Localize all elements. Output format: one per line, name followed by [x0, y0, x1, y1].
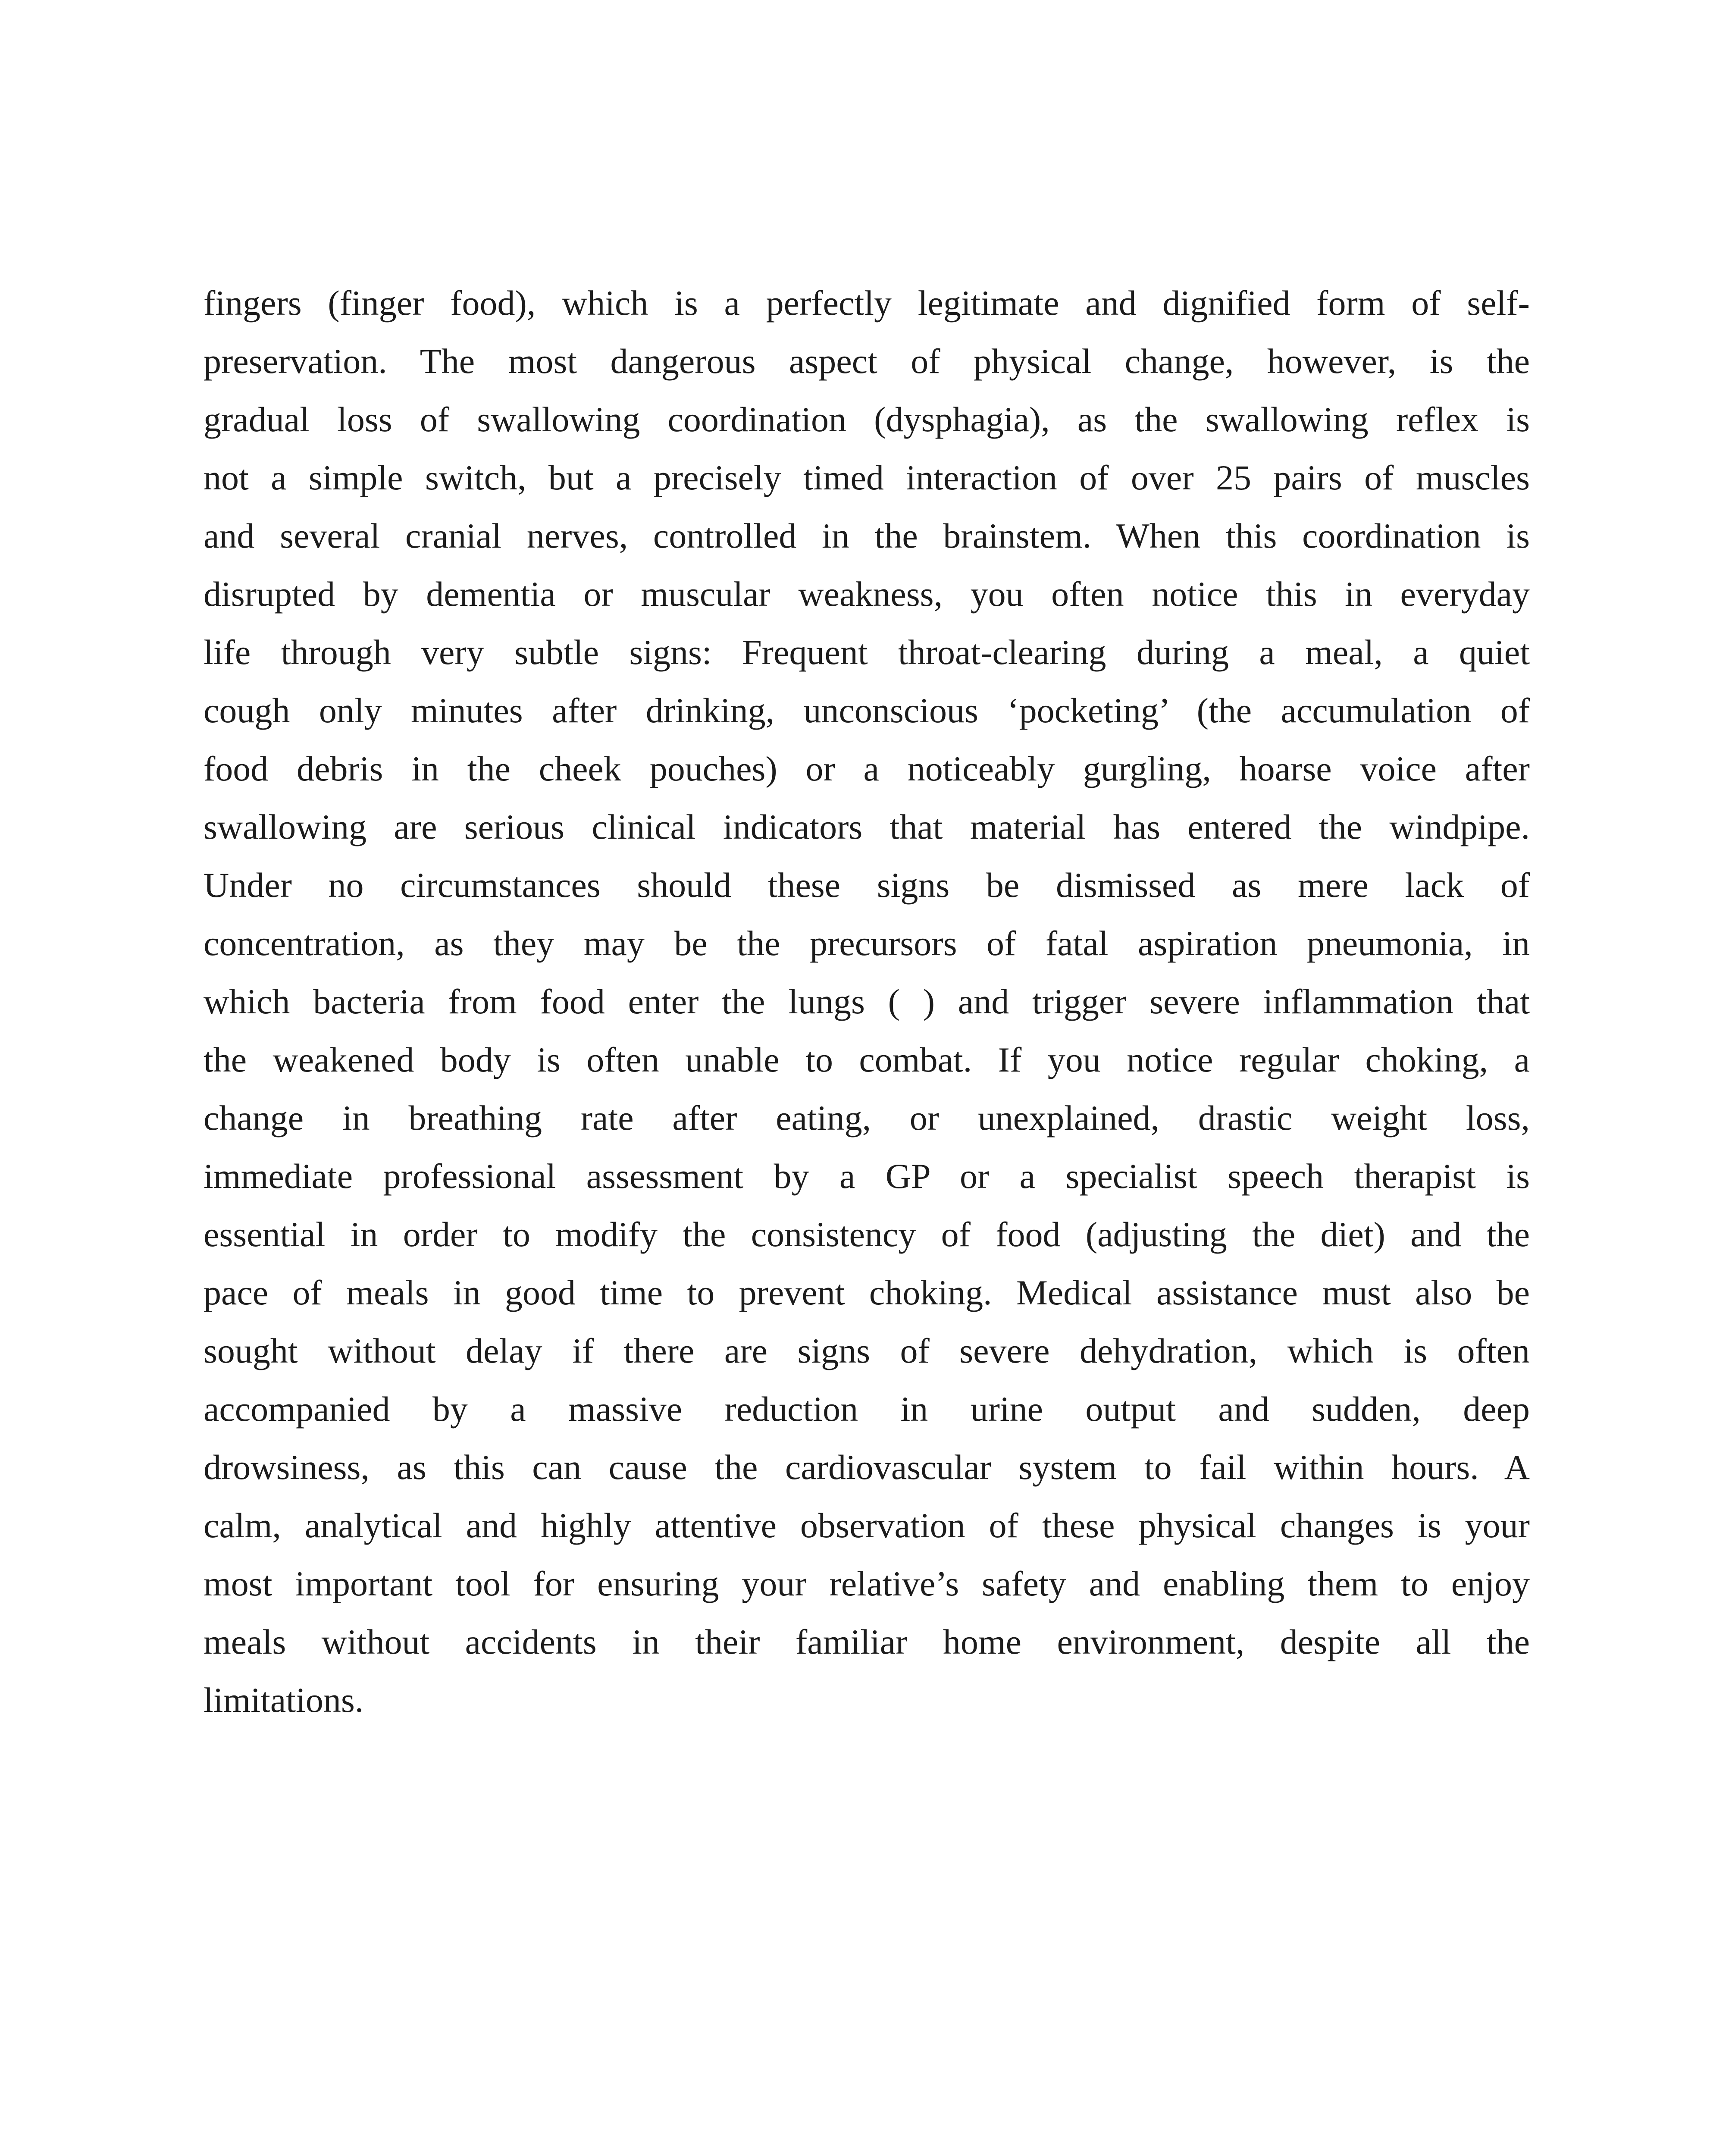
- paragraph-line: fingers (finger food), which is a perfectly legitimate and dignified form of self-: [204, 283, 1530, 323]
- paragraph-line: preservation. The most dangerous aspect of physical change, however, is the: [204, 342, 1530, 381]
- body-paragraph: [204, 274, 1530, 1729]
- paragraph-line: pace of meals in good time to prevent choking. Medical assistance must also be: [204, 1273, 1530, 1312]
- paragraph-line: life through very subtle signs: Frequent throat-clearing during a meal, a quiet: [204, 633, 1530, 672]
- paragraph-line: concentration, as they may be the precursors of fatal aspiration pneumonia, in: [204, 924, 1530, 963]
- paragraph-line: essential in order to modify the consistency of food (adjusting the diet) and the: [204, 1215, 1530, 1254]
- paragraph-line: Under no circumstances should these signs be dismissed as mere lack of: [204, 865, 1530, 905]
- paragraph-line: not a simple switch, but a precisely timed interaction of over 25 pairs of muscles: [204, 458, 1530, 497]
- paragraph-line: calm, analytical and highly attentive observation of these physical changes is your: [204, 1506, 1530, 1545]
- paragraph-line: cough only minutes after drinking, unconscious ‘pocketing’ (the accumulation of: [204, 691, 1530, 730]
- paragraph-line: swallowing are serious clinical indicators that material has entered the windpipe.: [204, 807, 1530, 846]
- paragraph-line: drowsiness, as this can cause the cardiovascular system to fail within hours. A: [204, 1448, 1530, 1487]
- paragraph-line: most important tool for ensuring your relative’s safety and enabling them to enjoy: [204, 1564, 1530, 1603]
- paragraph-line: change in breathing rate after eating, or unexplained, drastic weight loss,: [204, 1098, 1530, 1138]
- paragraph-line: the weakened body is often unable to combat. If you notice regular choking, a: [204, 1040, 1530, 1079]
- paragraph-line: disrupted by dementia or muscular weakness, you often notice this in everyday: [204, 574, 1530, 614]
- paragraph-line: which bacteria from food enter the lungs ( ) and trigger severe inflammation that: [204, 982, 1530, 1021]
- paragraph-line: sought without delay if there are signs of severe dehydration, which is often: [204, 1331, 1530, 1370]
- paragraph-line: food debris in the cheek pouches) or a noticeably gurgling, hoarse voice after: [204, 749, 1530, 788]
- paragraph-line: immediate professional assessment by a GP or a specialist speech therapist is: [204, 1156, 1530, 1196]
- paragraph-line-last: limitations.: [204, 1680, 364, 1720]
- paragraph-line: accompanied by a massive reduction in urine output and sudden, deep: [204, 1389, 1530, 1429]
- paragraph-line: meals without accidents in their familiar home environment, despite all the: [204, 1622, 1530, 1661]
- paragraph-line: gradual loss of swallowing coordination (dysphagia), as the swallowing reflex is: [204, 400, 1530, 439]
- paragraph-line: and several cranial nerves, controlled in the brainstem. When this coordination is: [204, 516, 1530, 555]
